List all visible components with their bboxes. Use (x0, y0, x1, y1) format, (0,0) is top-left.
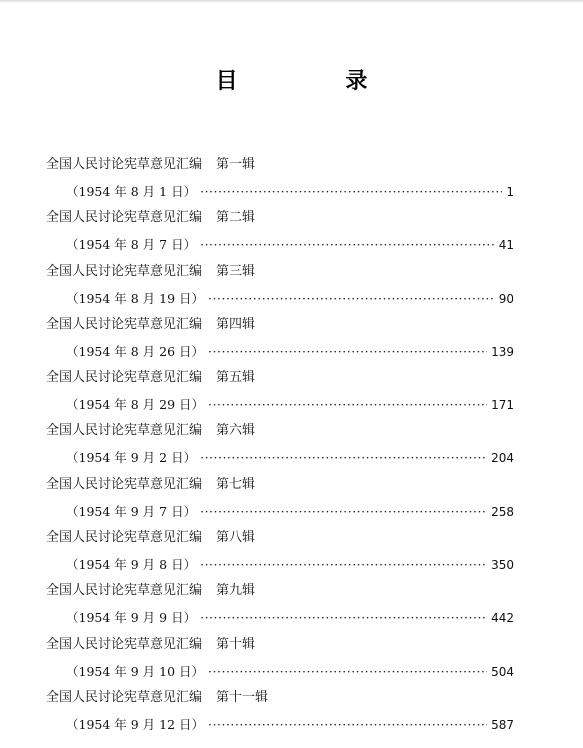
toc-entry[interactable] (46, 315, 514, 368)
toc-entry[interactable] (46, 368, 514, 421)
dot-leader (208, 394, 487, 416)
dot-leader (200, 501, 487, 523)
table-of-contents (46, 155, 514, 741)
toc-entry-title: 全国人民讨论宪草意见汇编 (46, 530, 203, 546)
toc-entry-volume: 第九辑 (216, 583, 256, 599)
dot-leader (208, 341, 487, 363)
toc-entry[interactable] (46, 262, 514, 315)
toc-entry-title-line (46, 155, 514, 181)
toc-entry-date-line (46, 288, 514, 312)
toc-entry-page-number[interactable]: 1 (506, 185, 514, 199)
dot-leader (200, 447, 487, 469)
dot-leader (208, 288, 495, 310)
toc-entry-title: 全国人民讨论宪草意见汇编 (46, 370, 203, 386)
toc-entry[interactable] (46, 635, 514, 688)
toc-entry-title-line (46, 475, 514, 501)
toc-entry-volume: 第七辑 (216, 476, 256, 492)
toc-entry-page-number[interactable]: 204 (491, 451, 514, 466)
toc-entry-date-line (46, 341, 514, 365)
toc-entry-date: （1954 年 9 月 8 日） (66, 557, 197, 573)
toc-entry-title-line (46, 581, 514, 607)
toc-entry[interactable] (46, 208, 514, 261)
toc-entry-page-number[interactable]: 90 (498, 291, 514, 306)
toc-entry-date: （1954 年 9 月 10 日） (66, 663, 205, 679)
toc-entry-date-line (46, 181, 514, 205)
toc-entry-title-line (46, 688, 514, 714)
page-title: 目 录 (215, 69, 418, 94)
toc-entry-title: 全国人民讨论宪草意见汇编 (46, 210, 203, 226)
dot-leader (200, 607, 487, 629)
toc-entry-page-number[interactable]: 350 (491, 558, 514, 573)
toc-entry-volume: 第一辑 (216, 157, 256, 172)
toc-entry-title: 全国人民讨论宪草意见汇编 (46, 316, 203, 332)
toc-entry[interactable] (46, 581, 514, 634)
toc-entry-date-line (46, 447, 514, 471)
toc-entry-date-line (46, 501, 514, 525)
toc-entry[interactable] (46, 155, 514, 208)
toc-entry-page-number[interactable]: 587 (491, 717, 514, 732)
toc-entry-title-line (46, 528, 514, 554)
toc-entry-date: （1954 年 8 月 1 日） (66, 184, 197, 199)
toc-entry-page-number[interactable]: 41 (498, 238, 514, 253)
toc-entry-page-number[interactable]: 258 (491, 504, 514, 519)
toc-entry-title: 全国人民讨论宪草意见汇编 (46, 157, 203, 172)
toc-entry-volume: 第四辑 (216, 316, 256, 332)
toc-entry-volume: 第六辑 (216, 423, 256, 439)
toc-entry-title-line (46, 208, 514, 234)
toc-entry-date: （1954 年 8 月 19 日） (66, 290, 205, 306)
toc-entry-page-number[interactable]: 442 (491, 611, 514, 626)
toc-entry-title-line (46, 635, 514, 661)
toc-entry-title: 全国人民讨论宪草意见汇编 (46, 263, 203, 279)
toc-entry-page-number[interactable]: 171 (491, 398, 514, 413)
toc-entry-date: （1954 年 8 月 7 日） (66, 237, 197, 253)
toc-entry-title-line (46, 262, 514, 288)
page-top-edge (0, 0, 583, 3)
toc-entry-volume: 第十一辑 (216, 689, 269, 705)
toc-entry-date-line (46, 394, 514, 418)
toc-entry-date-line (46, 661, 514, 685)
toc-entry-page-number[interactable]: 504 (491, 664, 514, 679)
toc-entry-title: 全国人民讨论宪草意见汇编 (46, 689, 203, 705)
toc-entry-date-line (46, 234, 514, 258)
toc-entry[interactable] (46, 421, 514, 474)
toc-entry-title: 全国人民讨论宪草意见汇编 (46, 636, 203, 652)
toc-entry-title-line (46, 368, 514, 394)
toc-entry-date-line (46, 554, 514, 578)
dot-leader (208, 661, 487, 683)
toc-entry-date-line (46, 714, 514, 738)
toc-entry-title-line (46, 421, 514, 447)
toc-entry-title: 全国人民讨论宪草意见汇编 (46, 423, 203, 439)
toc-entry-title: 全国人民讨论宪草意见汇编 (46, 476, 203, 492)
dot-leader (208, 714, 487, 736)
dot-leader (200, 181, 502, 203)
toc-entry-date: （1954 年 8 月 29 日） (66, 397, 205, 413)
toc-entry[interactable] (46, 475, 514, 528)
toc-entry[interactable] (46, 528, 514, 581)
toc-entry-volume: 第八辑 (216, 530, 256, 546)
toc-entry-title-line (46, 315, 514, 341)
dot-leader (200, 234, 495, 256)
toc-entry-volume: 第三辑 (216, 263, 256, 279)
toc-entry-date: （1954 年 9 月 12 日） (66, 716, 205, 732)
toc-entry[interactable] (46, 688, 514, 741)
toc-entry-page-number[interactable]: 139 (491, 344, 514, 359)
toc-entry-date: （1954 年 8 月 26 日） (66, 343, 205, 359)
dot-leader (200, 554, 487, 576)
toc-entry-date: （1954 年 9 月 9 日） (66, 610, 197, 626)
toc-entry-date-line (46, 607, 514, 631)
toc-entry-date: （1954 年 9 月 7 日） (66, 503, 197, 519)
toc-entry-volume: 第十辑 (216, 636, 256, 652)
toc-entry-volume: 第五辑 (216, 370, 256, 386)
toc-entry-volume: 第二辑 (216, 210, 256, 226)
toc-entry-title: 全国人民讨论宪草意见汇编 (46, 583, 203, 599)
toc-entry-date: （1954 年 9 月 2 日） (66, 450, 197, 466)
